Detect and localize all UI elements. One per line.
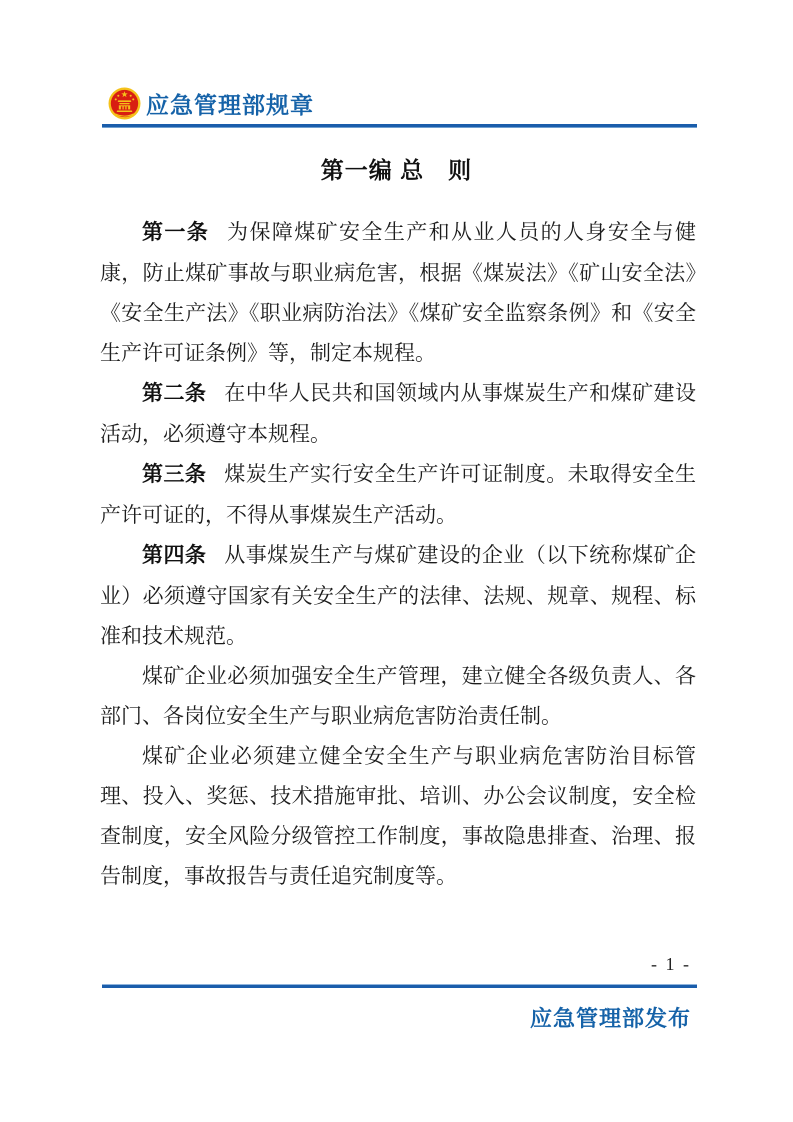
article-text: 为保障煤矿安全生产和从业人员的人身安全与健康，防止煤矿事故与职业病危害，根据《煤炭法》《矿山安全法》《安全生产法》《职业病防治法》《煤矿安全监察条例》和《安全生产许可证条例》等，制定本规程。: [100, 220, 697, 365]
article-paragraph: [100, 736, 696, 896]
footer-publisher-label: 应急管理部发布: [529, 1006, 691, 1031]
page-number: - 1 -: [651, 954, 691, 974]
article-number: 第二条: [142, 382, 207, 405]
article-text: 煤炭生产实行安全生产许可证制度。未取得安全生产许可证的，不得从事煤炭生产活动。: [100, 462, 697, 527]
national-emblem-icon: [108, 87, 141, 120]
article-paragraph: [100, 212, 696, 373]
document-body: [100, 212, 696, 896]
article-number: 第四条: [142, 544, 207, 567]
article-text: 从事煤炭生产与煤矿建设的企业（以下统称煤矿企业）必须遵守国家有关安全生产的法律、法规、规章、规程、标准和技术规范。: [100, 543, 697, 648]
article-text: 煤矿企业必须加强安全生产管理，建立健全各级负责人、各部门、各岗位安全生产与职业病危害防治责任制。: [100, 664, 696, 728]
footer-divider: [102, 984, 697, 988]
article-text: 在中华人民共和国领域内从事煤炭生产和煤矿建设活动，必须遵守本规程。: [100, 381, 697, 446]
article-number: 第一条: [142, 221, 210, 244]
article-paragraph: [100, 454, 696, 535]
article-text: 煤矿企业必须建立健全安全生产与职业病危害防治目标管理、投入、奖惩、技术措施审批、培训、办公会议制度，安全检查制度，安全风险分级管控工作制度，事故隐患排查、治理、报告制度，事故报告与责任追究制度等。: [100, 744, 696, 888]
article-paragraph: [100, 656, 696, 736]
header-agency-label: 应急管理部规章: [146, 91, 314, 118]
section-title: 第一编 总 则: [320, 157, 473, 183]
document-header: [108, 85, 314, 121]
article-paragraph: [100, 535, 696, 656]
header-divider: [102, 124, 697, 128]
article-paragraph: [100, 373, 696, 454]
article-number: 第三条: [142, 463, 207, 486]
